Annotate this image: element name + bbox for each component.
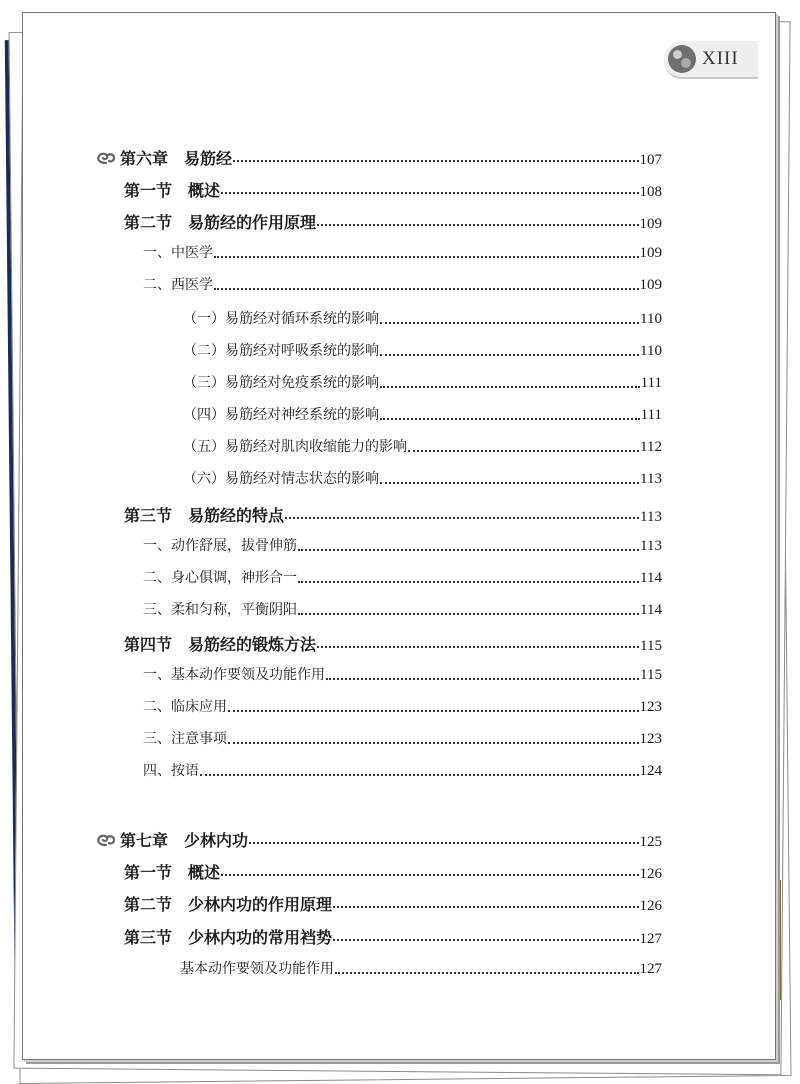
toc-entry-item[interactable] <box>143 242 662 264</box>
toc-entry-page: 111 <box>640 407 662 423</box>
dot-leader <box>221 191 638 194</box>
dot-leader <box>317 645 639 648</box>
toc-entry-page: 110 <box>640 311 662 327</box>
toc-entry-page: 109 <box>639 245 662 261</box>
dot-leader <box>380 353 639 356</box>
toc-entry-title: （一）易筋经对循环系统的影响 <box>183 311 379 327</box>
dot-leader <box>380 417 640 420</box>
dot-leader <box>298 580 639 583</box>
toc-entry-title: （三）易筋经对免疫系统的影响 <box>183 375 379 391</box>
toc-entry-item[interactable] <box>143 728 662 750</box>
toc-entry-page: 115 <box>640 667 662 683</box>
toc-entry-item[interactable] <box>143 274 662 296</box>
toc-entry-subitem[interactable] <box>183 308 662 330</box>
toc-entry-subitem2[interactable] <box>180 958 662 980</box>
toc-entry-subitem[interactable] <box>183 404 662 426</box>
toc-entry-section[interactable] <box>124 925 662 947</box>
dot-leader <box>326 677 639 680</box>
dot-leader <box>333 905 638 908</box>
toc-entry-page: 113 <box>640 471 662 487</box>
toc-entry-page: 112 <box>640 439 662 455</box>
toc-entry-item[interactable] <box>143 535 662 557</box>
toc-entry-title: 第三节 易筋经的特点 <box>124 506 285 525</box>
toc-entry-title: 二、西医学 <box>143 277 213 293</box>
toc-entry-chapter[interactable] <box>120 146 662 168</box>
toc-entry-title: 一、中医学 <box>143 245 213 261</box>
toc-entry-item[interactable] <box>143 599 662 621</box>
toc-entry-title: 四、按语 <box>143 763 199 779</box>
page-number: XIII <box>702 48 739 69</box>
toc-entry-page: 125 <box>639 834 662 850</box>
toc-entry-page: 111 <box>640 375 662 391</box>
toc-entry-page: 110 <box>640 343 662 359</box>
toc-entry-title: 三、柔和匀称，平衡阴阳 <box>143 602 297 618</box>
toc-entry-title: 二、身心俱调，神形合一 <box>143 570 297 586</box>
toc-entry-item[interactable] <box>143 664 662 686</box>
dot-leader <box>380 385 640 388</box>
swirl-cloud-icon <box>96 151 116 165</box>
toc-entry-page: 109 <box>639 216 662 232</box>
toc-entry-subitem[interactable] <box>183 372 662 394</box>
dot-leader <box>408 449 639 452</box>
toc-entry-title: （二）易筋经对呼吸系统的影响 <box>183 343 379 359</box>
toc-entry-title: 基本动作要领及功能作用 <box>180 961 334 977</box>
toc-entry-title: 第三节 少林内功的常用裆势 <box>124 928 333 947</box>
toc-entry-title: 第一节 概述 <box>124 181 221 200</box>
toc-entry-page: 124 <box>639 763 662 779</box>
toc-entry-section[interactable] <box>124 503 662 525</box>
toc-entry-page: 113 <box>640 538 662 554</box>
toc-entry-title: 一、基本动作要领及功能作用 <box>143 667 325 683</box>
dot-leader <box>233 159 638 162</box>
dot-leader <box>285 516 639 519</box>
toc-entry-page: 127 <box>639 931 662 947</box>
toc-entry-title: （五）易筋经对肌肉收缩能力的影响 <box>183 439 407 455</box>
dot-leader <box>380 481 639 484</box>
dot-leader <box>221 873 638 876</box>
toc-entry-page: 114 <box>640 602 662 618</box>
dot-leader <box>228 709 639 712</box>
toc-entry-subitem[interactable] <box>183 468 662 490</box>
dot-leader <box>214 255 639 258</box>
toc-entry-title: 第一节 概述 <box>124 863 221 882</box>
dot-leader <box>333 938 638 941</box>
toc-entry-page: 109 <box>639 277 662 293</box>
toc-entry-subitem[interactable] <box>183 340 662 362</box>
dot-leader <box>317 223 638 226</box>
dot-leader <box>249 841 638 844</box>
toc-entry-section[interactable] <box>124 892 662 914</box>
toc-entry-page: 115 <box>640 638 662 654</box>
toc-entry-page: 123 <box>639 731 662 747</box>
toc-entry-page: 127 <box>639 961 662 977</box>
dot-leader <box>298 612 639 615</box>
toc-entry-chapter[interactable] <box>120 828 662 850</box>
dot-leader <box>200 773 639 776</box>
toc-entry-page: 114 <box>640 570 662 586</box>
toc-entry-item[interactable] <box>143 567 662 589</box>
dot-leader <box>335 971 639 974</box>
dot-leader <box>228 741 639 744</box>
toc-entry-section[interactable] <box>124 178 662 200</box>
toc-entry-title: 第二节 易筋经的作用原理 <box>124 213 317 232</box>
toc-entry-page: 107 <box>639 152 662 168</box>
toc-entry-item[interactable] <box>143 696 662 718</box>
toc-entry-page: 123 <box>639 699 662 715</box>
toc-entry-page: 126 <box>639 898 662 914</box>
toc-entry-title: 第七章 少林内功 <box>120 831 249 850</box>
dot-leader <box>380 321 639 324</box>
toc-entry-title: 一、动作舒展，拔骨伸筋 <box>143 538 297 554</box>
toc-entry-title: （六）易筋经对情志状态的影响 <box>183 471 379 487</box>
toc-entry-title: 二、临床应用 <box>143 699 227 715</box>
toc-entry-title: （四）易筋经对神经系统的影响 <box>183 407 379 423</box>
toc-entry-title: 第四节 易筋经的锻炼方法 <box>124 635 317 654</box>
toc-entry-section[interactable] <box>124 632 662 654</box>
toc-entry-title: 第二节 少林内功的作用原理 <box>124 895 333 914</box>
toc-entry-title: 三、注意事项 <box>143 731 227 747</box>
toc-entry-page: 126 <box>639 866 662 882</box>
toc-entry-section[interactable] <box>124 210 662 232</box>
toc-entry-section[interactable] <box>124 860 662 882</box>
swirl-cloud-icon <box>96 833 116 847</box>
toc-entry-page: 113 <box>640 509 662 525</box>
toc-entry-item[interactable] <box>143 760 662 782</box>
dot-leader <box>298 548 639 551</box>
toc-entry-subitem[interactable] <box>183 436 662 458</box>
toc-entry-title: 第六章 易筋经 <box>120 149 233 168</box>
toc-entry-page: 108 <box>639 184 662 200</box>
dot-leader <box>214 287 639 290</box>
